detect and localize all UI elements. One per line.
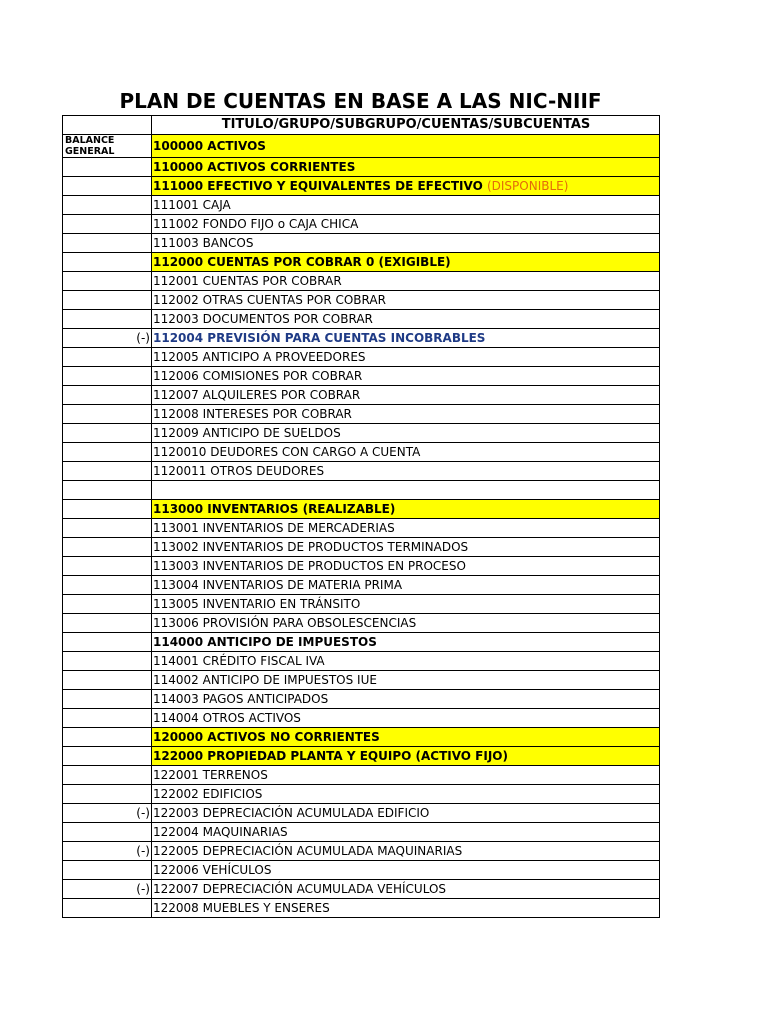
account-label: 114003 PAGOS ANTICIPADOS (153, 692, 329, 706)
table-row (63, 690, 660, 709)
account-cell (152, 500, 660, 519)
account-cell (152, 842, 660, 861)
account-cell (152, 709, 660, 728)
table-row (63, 196, 660, 215)
account-label: 120000 ACTIVOS NO CORRIENTES (153, 730, 380, 744)
side-cell (63, 557, 152, 576)
account-cell (152, 861, 660, 880)
table-row (63, 861, 660, 880)
account-cell (152, 690, 660, 709)
side-cell (63, 272, 152, 291)
contra-account-marker: (-) (63, 804, 152, 823)
table-row (63, 614, 660, 633)
account-label: 112005 ANTICIPO A PROVEEDORES (153, 350, 366, 364)
table-row (63, 424, 660, 443)
account-label: 122006 VEHÍCULOS (153, 863, 272, 877)
account-cell (152, 519, 660, 538)
account-label: 112000 CUENTAS POR COBRAR 0 (EXIGIBLE) (153, 255, 451, 269)
account-label: 110000 ACTIVOS CORRIENTES (153, 160, 356, 174)
table-row (63, 576, 660, 595)
account-label: 114004 OTROS ACTIVOS (153, 711, 301, 725)
account-label: 113001 INVENTARIOS DE MERCADERIAS (153, 521, 395, 535)
table-row (63, 595, 660, 614)
side-cell (63, 462, 152, 481)
account-cell (152, 215, 660, 234)
table-row (63, 766, 660, 785)
account-label: 112003 DOCUMENTOS POR COBRAR (153, 312, 373, 326)
side-cell (63, 823, 152, 842)
account-cell (152, 633, 660, 652)
account-cell (152, 785, 660, 804)
account-cell (152, 823, 660, 842)
account-label: 113000 INVENTARIOS (REALIZABLE) (153, 502, 396, 516)
account-cell (152, 443, 660, 462)
account-label: 113006 PROVISIÓN PARA OBSOLESCENCIAS (153, 616, 417, 630)
table-row (63, 367, 660, 386)
table-row (63, 842, 660, 861)
table-row (63, 899, 660, 918)
table-row (63, 177, 660, 196)
account-label: 112001 CUENTAS POR COBRAR (153, 274, 342, 288)
account-cell (152, 177, 660, 196)
side-cell (63, 405, 152, 424)
account-label: 122002 EDIFICIOS (153, 787, 263, 801)
account-label: 122004 MAQUINARIAS (153, 825, 288, 839)
account-cell (152, 880, 660, 899)
side-cell (63, 633, 152, 652)
account-label: 114000 ANTICIPO DE IMPUESTOS (153, 635, 377, 649)
table-row (63, 291, 660, 310)
side-cell (63, 614, 152, 633)
account-cell (152, 614, 660, 633)
account-label: 1120011 OTROS DEUDORES (153, 464, 325, 478)
account-cell (152, 348, 660, 367)
account-cell (152, 595, 660, 614)
table-row (63, 215, 660, 234)
table-row (63, 785, 660, 804)
table-row (63, 234, 660, 253)
account-cell (152, 367, 660, 386)
account-cell (152, 462, 660, 481)
table-row (63, 443, 660, 462)
side-cell (63, 367, 152, 386)
account-label: 112007 ALQUILERES POR COBRAR (153, 388, 361, 402)
side-cell (63, 424, 152, 443)
side-cell (63, 386, 152, 405)
account-cell (152, 310, 660, 329)
account-label: 112004 PREVISIÓN PARA CUENTAS INCOBRABLES (153, 331, 486, 345)
account-label: 111002 FONDO FIJO o CAJA CHICA (153, 217, 359, 231)
account-label: 122000 PROPIEDAD PLANTA Y EQUIPO (ACTIVO FIJO) (153, 749, 508, 763)
side-cell (63, 348, 152, 367)
table-row (63, 310, 660, 329)
account-label: 112006 COMISIONES POR COBRAR (153, 369, 363, 383)
account-cell (152, 652, 660, 671)
table-row (63, 158, 660, 177)
table-row (63, 329, 660, 348)
table-row (63, 253, 660, 272)
side-cell (63, 158, 152, 177)
account-label: 113003 INVENTARIOS DE PRODUCTOS EN PROCESO (153, 559, 466, 573)
side-cell (63, 443, 152, 462)
table-row (63, 481, 660, 500)
account-cell (152, 272, 660, 291)
account-cell (152, 538, 660, 557)
table-row (63, 405, 660, 424)
side-cell (63, 671, 152, 690)
table-row (63, 538, 660, 557)
table-header-row (63, 116, 660, 135)
table-row (63, 652, 660, 671)
account-cell (152, 804, 660, 823)
accounts-table-body (63, 116, 660, 918)
account-cell (152, 766, 660, 785)
side-cell (63, 690, 152, 709)
side-cell (63, 310, 152, 329)
account-label: 113002 INVENTARIOS DE PRODUCTOS TERMINADOS (153, 540, 469, 554)
account-cell (152, 424, 660, 443)
side-cell (63, 291, 152, 310)
table-row (63, 880, 660, 899)
side-cell (63, 709, 152, 728)
account-cell (152, 481, 660, 500)
side-cell (63, 747, 152, 766)
page-title: PLAN DE CUENTAS EN BASE A LAS NIC-NIIF (119, 89, 602, 113)
account-cell (152, 576, 660, 595)
table-row (63, 462, 660, 481)
side-cell (63, 652, 152, 671)
account-label: 100000 ACTIVOS (153, 139, 266, 153)
account-cell (152, 329, 660, 348)
account-cell (152, 291, 660, 310)
table-row (63, 557, 660, 576)
side-cell (63, 234, 152, 253)
side-cell (63, 785, 152, 804)
side-cell (63, 861, 152, 880)
table-row (63, 747, 660, 766)
account-qualifier: (DISPONIBLE) (486, 179, 569, 193)
side-cell (63, 215, 152, 234)
account-cell (152, 747, 660, 766)
chart-of-accounts-table (62, 115, 660, 918)
side-cell (63, 766, 152, 785)
side-cell (63, 196, 152, 215)
table-row (63, 272, 660, 291)
account-label: 114001 CRÉDITO FISCAL IVA (153, 654, 325, 668)
account-cell (152, 557, 660, 576)
table-row (63, 348, 660, 367)
account-cell (152, 158, 660, 177)
table-row (63, 500, 660, 519)
account-cell (152, 234, 660, 253)
account-cell (152, 135, 660, 158)
side-cell (63, 576, 152, 595)
column-header: TITULO/GRUPO/SUBGRUPO/CUENTAS/SUBCUENTAS (152, 116, 660, 135)
side-cell (63, 899, 152, 918)
account-cell (152, 671, 660, 690)
side-cell (63, 177, 152, 196)
account-label: 111001 CAJA (153, 198, 231, 212)
account-cell (152, 405, 660, 424)
contra-account-marker: (-) (63, 329, 152, 348)
balance-general-label: BALANCE GENERAL (63, 135, 152, 158)
account-label: 111000 EFECTIVO Y EQUIVALENTES DE EFECTIVO (153, 179, 483, 193)
side-cell (63, 728, 152, 747)
side-cell (63, 500, 152, 519)
table-row (63, 386, 660, 405)
side-cell (63, 253, 152, 272)
table-row (63, 823, 660, 842)
account-cell (152, 728, 660, 747)
side-cell (63, 481, 152, 500)
account-cell (152, 253, 660, 272)
account-label: 122001 TERRENOS (153, 768, 268, 782)
account-cell (152, 196, 660, 215)
table-row (63, 804, 660, 823)
account-label: 122003 DEPRECIACIÓN ACUMULADA EDIFICIO (153, 806, 430, 820)
table-row (63, 633, 660, 652)
account-label: 112002 OTRAS CUENTAS POR COBRAR (153, 293, 386, 307)
header-empty-cell (63, 116, 152, 135)
account-cell (152, 386, 660, 405)
table-row (63, 135, 660, 158)
table-row (63, 671, 660, 690)
side-cell (63, 538, 152, 557)
account-label: 1120010 DEUDORES CON CARGO A CUENTA (153, 445, 421, 459)
account-label: 122008 MUEBLES Y ENSERES (153, 901, 330, 915)
table-row (63, 519, 660, 538)
contra-account-marker: (-) (63, 880, 152, 899)
account-label: 112009 ANTICIPO DE SUELDOS (153, 426, 341, 440)
account-label: 113004 INVENTARIOS DE MATERIA PRIMA (153, 578, 403, 592)
account-label: 113005 INVENTARIO EN TRÁNSITO (153, 597, 361, 611)
account-label: 112008 INTERESES POR COBRAR (153, 407, 352, 421)
account-label: 122005 DEPRECIACIÓN ACUMULADA MAQUINARIAS (153, 844, 463, 858)
contra-account-marker: (-) (63, 842, 152, 861)
table-row (63, 728, 660, 747)
account-label: 111003 BANCOS (153, 236, 254, 250)
side-cell (63, 519, 152, 538)
account-label: 122007 DEPRECIACIÓN ACUMULADA VEHÍCULOS (153, 882, 447, 896)
account-label: 114002 ANTICIPO DE IMPUESTOS IUE (153, 673, 377, 687)
side-cell (63, 595, 152, 614)
table-row (63, 709, 660, 728)
account-cell (152, 899, 660, 918)
